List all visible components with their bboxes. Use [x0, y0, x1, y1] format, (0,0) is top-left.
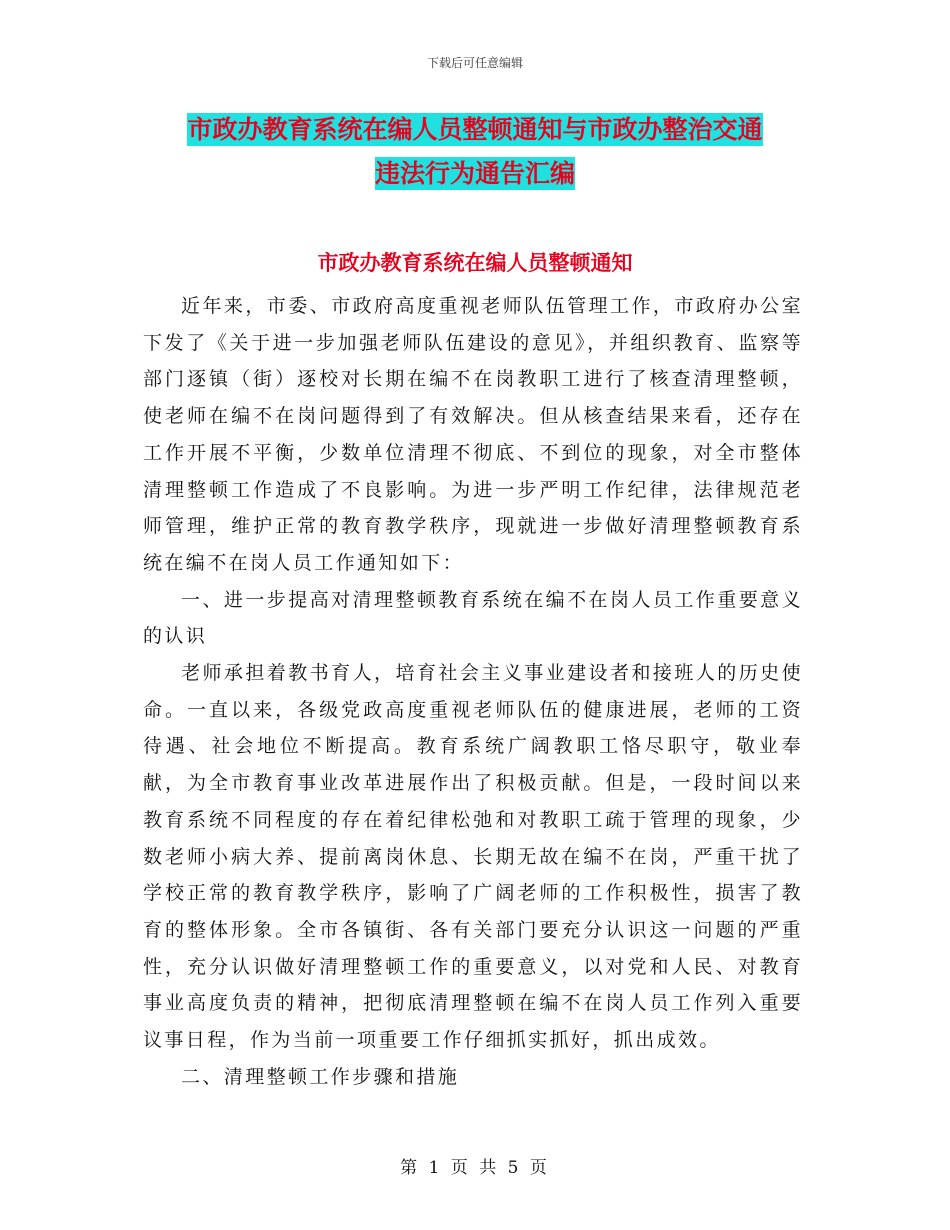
page-footer: 第 1 页 共 5 页 [400, 1158, 550, 1178]
paragraph-heading-2: 二、清理整顿工作步骤和措施 [181, 1065, 460, 1088]
main-title-line1: 市政办教育系统在编人员整顿通知与市政办整治交通 [187, 115, 763, 144]
paragraph-heading-1: 一、进一步提高对清理整顿教育系统在编不在岗人员工作重要意义的认识 [143, 588, 803, 648]
paragraph-intro: 近年来，市委、市政府高度重视老师队伍管理工作，市政府办公室下发了《关于进一步加强老师队伍建设的意见》，并组织教育、监察等部门逐镇（街）逐校对长期在编不在岗教职工进行了核查清理整顿，使老师在编不在岗问题得到了有效解决。但从核查结果来看，还存在工作开展不平衡，少数单位清理不彻底、不到位的现象，对全市整体清理整顿工作造成了不良影响。为进一步严明工作纪律，法律规范老师管理，维护正常的教育教学秩序，现就进一步做好清理整顿教育系统在编不在岗人员工作通知如下： [143, 295, 803, 574]
document-body [143, 288, 803, 1095]
paragraph-content-1: 老师承担着教书育人，培育社会主义事业建设者和接班人的历史使命。一直以来，各级党政高度重视老师队伍的健康进展，老师的工资待遇、社会地位不断提高。教育系统广阔教职工恪尽职守，敬业奉献，为全市教育事业改革进展作出了积极贡献。但是，一段时间以来教育系统不同程度的存在着纪律松弛和对教职工疏于管理的现象，少数老师小病大养、提前离岗休息、长期无故在编不在岗，严重干扰了学校正常的教育教学秩序，影响了广阔老师的工作积极性，损害了教育的整体形象。全市各镇街、各有关部门要充分认识这一问题的严重性，充分认识做好清理整顿工作的重要意义，以对党和人民、对教育事业高度负责的精神，把彻底清理整顿在编不在岗人员工作列入重要议事日程，作为当前一项重要工作仔细抓实抓好，抓出成效。 [143, 662, 803, 1052]
main-title [140, 108, 810, 196]
main-title-line2: 违法行为通告汇编 [374, 159, 575, 188]
header-note: 下载后可任意编辑 [426, 56, 523, 70]
section-title: 市政办教育系统在编人员整顿通知 [317, 251, 633, 275]
